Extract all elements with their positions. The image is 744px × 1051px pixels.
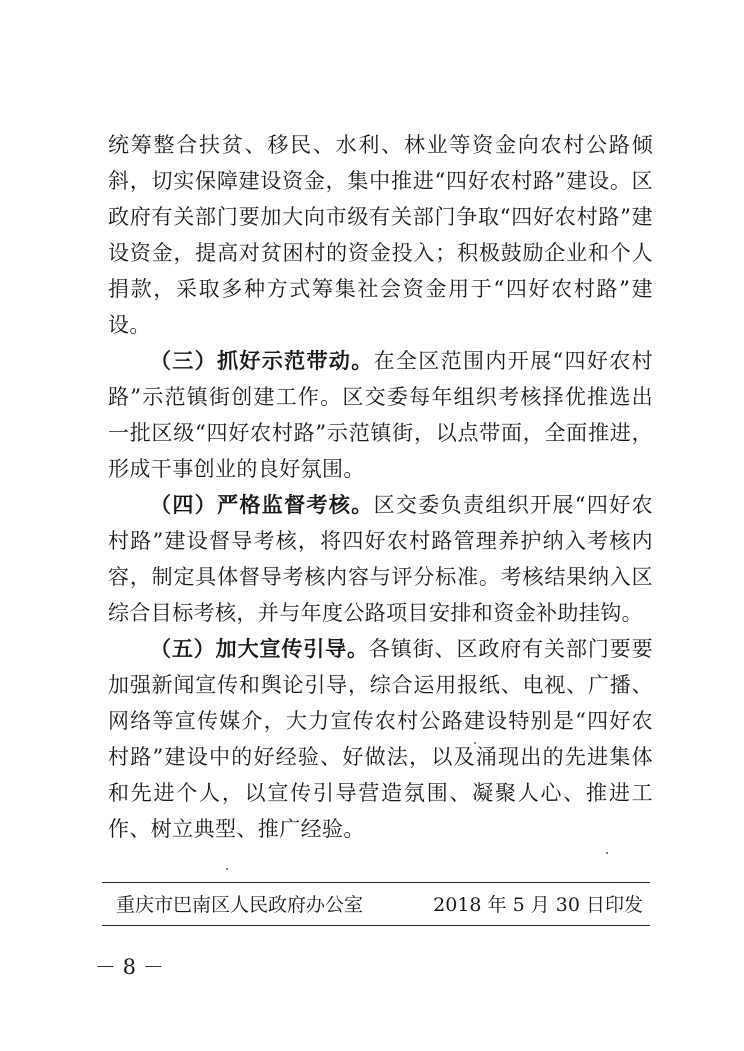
section-heading-5: （五）加大宣传引导。 (150, 636, 369, 661)
page-number: － 8 － (95, 955, 164, 979)
section-text-5: 各镇街、区政府有关部门要要加强新闻宣传和舆论引导，综合运用报纸、电视、广播、网络等宣传媒介，大力宣传农村公路建设特别是“四好农村路”建设中的好经验、好做法，以及涌现出的先进集体和先进个人，以宣传引导营造氛围、凝聚人心、推进工作、树立典型、推广经验。 (108, 637, 654, 841)
footer-bottom-rule (102, 925, 650, 926)
scan-speck (474, 742, 476, 744)
paragraph-publicity (108, 631, 653, 847)
document-body (108, 127, 653, 847)
issue-date: 2018 年 5 月 30 日印发 (433, 894, 643, 916)
issuance-footer (108, 891, 643, 919)
scan-speck (606, 852, 608, 854)
section-text-3: 在全区范围内开展“四好农村路”示范镇街创建工作。区交委每年组织考核择优推选出一批区级“四好农村路”示范镇街，以点带面，全面推进，形成干事创业的良好氛围。 (108, 349, 654, 481)
footer-top-rule (102, 882, 650, 883)
paragraph-supervision (108, 487, 653, 631)
paragraph-demonstration (108, 343, 653, 487)
section-heading-4: （四）严格监督考核。 (150, 492, 374, 517)
paragraph-funding: 统筹整合扶贫、移民、水利、林业等资金向农村公路倾斜，切实保障建设资金，集中推进“四好农村路”建设。区政府有关部门要加大向市级有关部门争取“四好农村路”建设资金，提高对贫困村的资金投入；积极鼓励企业和个人捐款，采取多种方式筹集社会资金用于“四好农村路”建设。 (108, 133, 653, 337)
issuer-name: 重庆市巴南区人民政府办公室 (116, 894, 364, 916)
section-heading-3: （三）抓好示范带动。 (150, 348, 374, 373)
scan-speck (226, 868, 228, 870)
section-text-4: 区交委负责组织开展“四好农村路”建设督导考核，将四好农村路管理养护纳入考核内容，制定具体督导考核内容与评分标准。考核结果纳入区综合目标考核，并与年度公路项目安排和资金补助挂钩。 (108, 493, 654, 625)
